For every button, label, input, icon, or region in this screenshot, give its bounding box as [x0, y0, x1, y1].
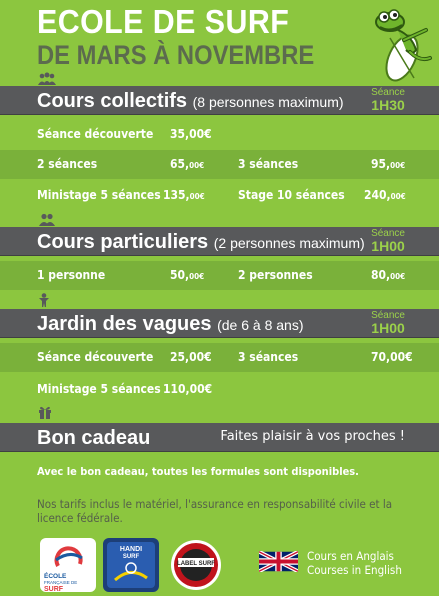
gift-icon	[38, 405, 52, 419]
price-label: Séance découverte	[37, 350, 154, 364]
group-icon	[38, 72, 56, 86]
section-bar-bon-cadeau	[0, 423, 439, 452]
price-value: 240,00€	[364, 188, 406, 202]
price-value: 80,00€	[371, 268, 406, 282]
page-title: ECOLE DE SURF	[37, 3, 290, 40]
child-icon	[38, 293, 50, 307]
pricing-disclaimer: Nos tarifs inclus le matériel, l'assurance en responsabilité civile et la licence fédérale.	[37, 497, 393, 525]
price-value: 65,00€	[170, 157, 205, 171]
price-value: 35,00€	[170, 127, 212, 141]
section-bar-cours-collectifs	[0, 86, 439, 115]
season-subtitle: DE MARS À NOVEMBRE	[37, 40, 315, 70]
price-value: 50,00€	[170, 268, 205, 282]
session-duration-badge: Séance 1H00	[371, 228, 405, 254]
section-title: Cours particuliers (2 personnes maximum)	[37, 231, 365, 253]
price-value: 25,00€	[170, 350, 212, 364]
english-courses-note: Cours en Anglais Courses in English	[307, 549, 402, 577]
gecko-surfer-mascot	[360, 0, 439, 82]
price-label: Séance découverte	[37, 127, 154, 141]
uk-flag-icon	[259, 551, 298, 572]
price-value: 135,00€	[163, 188, 205, 202]
price-value: 110,00€	[163, 382, 213, 396]
svg-text:HANDI: HANDI	[119, 546, 143, 553]
session-duration-badge: Séance 1H30	[371, 87, 405, 113]
svg-text:LABEL SURF: LABEL SURF	[177, 561, 215, 567]
price-label: 1 personne	[37, 268, 106, 282]
section-bar-jardin-des-vagues	[0, 309, 439, 338]
session-duration-badge: Séance 1H00	[371, 310, 405, 336]
svg-text:ÉCOLE: ÉCOLE	[44, 573, 67, 580]
price-value: 95,00€	[371, 157, 406, 171]
handi-surf-logo	[103, 538, 159, 592]
gift-tagline: Faites plaisir à vos proches !	[220, 429, 405, 444]
svg-text:SURF: SURF	[122, 554, 140, 560]
section-title: Cours collectifs (8 personnes maximum)	[37, 90, 344, 112]
price-label: Ministage 5 séances	[37, 382, 161, 396]
svg-text:SURF: SURF	[44, 586, 64, 592]
ecole-francaise-de-surf-logo	[40, 538, 96, 592]
section-title: Bon cadeau	[37, 427, 151, 449]
price-row	[0, 343, 439, 372]
price-label: 2 séances	[37, 157, 98, 171]
price-label: 2 personnes	[238, 268, 313, 282]
price-row	[0, 150, 439, 179]
price-label: Stage 10 séances	[238, 188, 345, 202]
label-surf-logo	[168, 538, 224, 592]
price-row	[0, 120, 439, 149]
section-title: Jardin des vagues (de 6 à 8 ans)	[37, 313, 304, 335]
price-row	[0, 261, 439, 290]
price-row	[0, 375, 439, 404]
price-label: 3 séances	[238, 350, 299, 364]
svg-text:FRANÇAISE DE: FRANÇAISE DE	[44, 580, 78, 585]
gift-note: Avec le bon cadeau, toutes les formules sont disponibles.	[37, 465, 359, 478]
price-label: Ministage 5 séances	[37, 188, 161, 202]
price-label: 3 séances	[238, 157, 299, 171]
price-value: 70,00€	[371, 350, 413, 364]
price-row	[0, 181, 439, 210]
section-bar-cours-particuliers	[0, 227, 439, 256]
couple-icon	[38, 213, 56, 227]
